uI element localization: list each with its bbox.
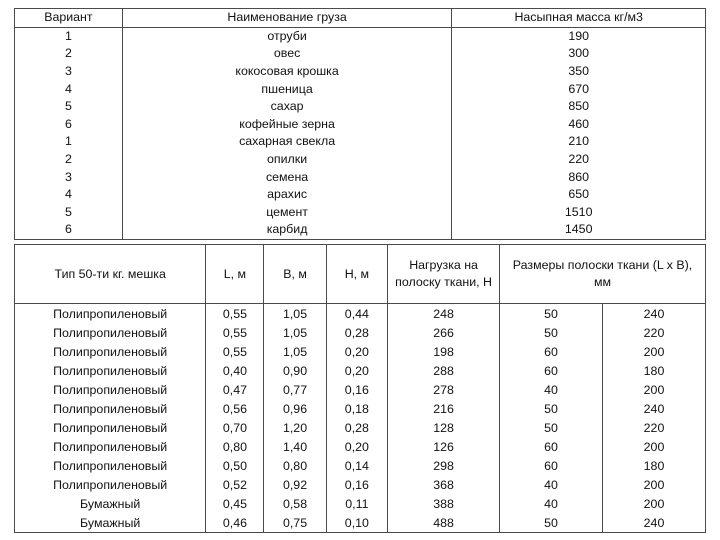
cargo-name-header: Наименование груза <box>122 9 452 28</box>
variant-cell: 1 <box>15 133 123 151</box>
bag-l-cell: 0,50 <box>206 456 264 475</box>
bulk-density-cell: 210 <box>452 133 706 151</box>
bag-row <box>15 494 706 513</box>
strip-load-cell: 278 <box>388 380 500 399</box>
variant-cell: 4 <box>15 186 123 204</box>
bag-type-cell: Полипропиленовый <box>15 456 206 475</box>
cargo-name-cell: сахарная свекла <box>122 133 452 151</box>
strip-load-cell: 288 <box>388 361 500 380</box>
bag-h-cell: 0,28 <box>326 418 387 437</box>
cargo-name-cell: сахар <box>122 98 452 116</box>
bulk-density-cell: 1510 <box>452 204 706 222</box>
bag-l-cell: 0,47 <box>206 380 264 399</box>
bag-type-cell: Бумажный <box>15 494 206 513</box>
bag-l-cell: 0,40 <box>206 361 264 380</box>
cargo-name-cell: овес <box>122 45 452 63</box>
bag-b-cell: 1,05 <box>264 323 326 342</box>
bag-l-cell: 0,52 <box>206 475 264 494</box>
strip-width-cell: 180 <box>603 361 706 380</box>
bag-row <box>15 361 706 380</box>
strip-width-cell: 200 <box>603 342 706 361</box>
cargo-density-table <box>14 8 706 240</box>
bulk-density-cell: 860 <box>452 168 706 186</box>
bag-b-cell: 0,92 <box>264 475 326 494</box>
bag-l-cell: 0,55 <box>206 323 264 342</box>
cargo-name-cell: карбид <box>122 221 452 239</box>
bulk-density-header: Насыпная масса кг/м3 <box>452 9 706 28</box>
strip-length-cell: 40 <box>500 380 603 399</box>
bag-b-cell: 1,20 <box>264 418 326 437</box>
strip-width-cell: 180 <box>603 456 706 475</box>
bag-type-cell: Полипропиленовый <box>15 418 206 437</box>
strip-length-cell: 40 <box>500 494 603 513</box>
cargo-header-row <box>15 9 706 28</box>
bag-b-cell: 1,05 <box>264 304 326 324</box>
cargo-row <box>15 80 706 98</box>
bag-b-cell: 0,75 <box>264 513 326 533</box>
bag-row <box>15 475 706 494</box>
strip-length-cell: 60 <box>500 437 603 456</box>
bag-row <box>15 380 706 399</box>
variant-cell: 1 <box>15 27 123 45</box>
cargo-row <box>15 168 706 186</box>
strip-load-cell: 126 <box>388 437 500 456</box>
bulk-density-cell: 300 <box>452 45 706 63</box>
bag-type-cell: Полипропиленовый <box>15 475 206 494</box>
strip-length-cell: 60 <box>500 456 603 475</box>
bag-type-cell: Полипропиленовый <box>15 399 206 418</box>
strip-length-cell: 50 <box>500 418 603 437</box>
variant-cell: 5 <box>15 98 123 116</box>
bag-b-cell: 0,77 <box>264 380 326 399</box>
strip-width-cell: 220 <box>603 418 706 437</box>
strip-width-cell: 240 <box>603 304 706 324</box>
strip-length-cell: 60 <box>500 342 603 361</box>
cargo-name-cell: кокосовая крошка <box>122 63 452 81</box>
strip-load-cell: 368 <box>388 475 500 494</box>
bag-b-cell: 1,40 <box>264 437 326 456</box>
bag-row <box>15 342 706 361</box>
cargo-row <box>15 98 706 116</box>
strip-size-header: Размеры полоски ткани (L x B), мм <box>500 245 706 304</box>
bag-b-header: B, м <box>264 245 326 304</box>
bag-h-cell: 0,11 <box>326 494 387 513</box>
cargo-name-cell: опилки <box>122 151 452 169</box>
variant-cell: 6 <box>15 116 123 134</box>
bag-h-cell: 0,16 <box>326 475 387 494</box>
bag-h-cell: 0,10 <box>326 513 387 533</box>
bag-b-cell: 1,05 <box>264 342 326 361</box>
strip-length-cell: 40 <box>500 475 603 494</box>
strip-width-cell: 240 <box>603 513 706 533</box>
cargo-row <box>15 63 706 81</box>
bag-row <box>15 418 706 437</box>
bag-l-cell: 0,46 <box>206 513 264 533</box>
cargo-row <box>15 45 706 63</box>
bag-row <box>15 323 706 342</box>
cargo-row <box>15 116 706 134</box>
bag-h-cell: 0,28 <box>326 323 387 342</box>
bag-header-row <box>15 245 706 304</box>
strip-load-cell: 298 <box>388 456 500 475</box>
bag-l-cell: 0,55 <box>206 304 264 324</box>
bag-parameters-table <box>14 244 706 533</box>
bag-h-cell: 0,14 <box>326 456 387 475</box>
bag-type-cell: Бумажный <box>15 513 206 533</box>
strip-load-cell: 128 <box>388 418 500 437</box>
bag-h-cell: 0,18 <box>326 399 387 418</box>
bag-b-cell: 0,58 <box>264 494 326 513</box>
variant-cell: 4 <box>15 80 123 98</box>
bulk-density-cell: 190 <box>452 27 706 45</box>
bulk-density-cell: 350 <box>452 63 706 81</box>
cargo-name-cell: цемент <box>122 204 452 222</box>
bag-row <box>15 399 706 418</box>
strip-load-cell: 266 <box>388 323 500 342</box>
strip-width-cell: 220 <box>603 323 706 342</box>
strip-length-cell: 50 <box>500 399 603 418</box>
variant-cell: 3 <box>15 63 123 81</box>
bag-type-cell: Полипропиленовый <box>15 380 206 399</box>
bag-type-cell: Полипропиленовый <box>15 323 206 342</box>
variant-header: Вариант <box>15 9 123 28</box>
bag-type-cell: Полипропиленовый <box>15 437 206 456</box>
cargo-name-cell: семена <box>122 168 452 186</box>
bag-type-header: Тип 50-ти кг. мешка <box>15 245 206 304</box>
strip-length-cell: 50 <box>500 304 603 324</box>
cargo-name-cell: пшеница <box>122 80 452 98</box>
strip-load-header: Нагрузка на полоску ткани, Н <box>388 245 500 304</box>
strip-load-cell: 198 <box>388 342 500 361</box>
bag-h-cell: 0,20 <box>326 361 387 380</box>
bulk-density-cell: 650 <box>452 186 706 204</box>
bag-b-cell: 0,90 <box>264 361 326 380</box>
cargo-row <box>15 186 706 204</box>
bag-l-cell: 0,80 <box>206 437 264 456</box>
strip-width-cell: 200 <box>603 437 706 456</box>
cargo-row <box>15 27 706 45</box>
bag-l-cell: 0,70 <box>206 418 264 437</box>
bag-h-cell: 0,44 <box>326 304 387 324</box>
strip-length-cell: 50 <box>500 513 603 533</box>
variant-cell: 6 <box>15 221 123 239</box>
bag-b-cell: 0,80 <box>264 456 326 475</box>
bulk-density-cell: 670 <box>452 80 706 98</box>
strip-width-cell: 200 <box>603 380 706 399</box>
bag-type-cell: Полипропиленовый <box>15 304 206 324</box>
strip-length-cell: 50 <box>500 323 603 342</box>
cargo-name-cell: арахис <box>122 186 452 204</box>
bag-row <box>15 513 706 533</box>
bag-l-header: L, м <box>206 245 264 304</box>
variant-cell: 3 <box>15 168 123 186</box>
strip-load-cell: 388 <box>388 494 500 513</box>
bulk-density-cell: 850 <box>452 98 706 116</box>
bag-type-cell: Полипропиленовый <box>15 342 206 361</box>
bag-h-cell: 0,20 <box>326 437 387 456</box>
cargo-row <box>15 133 706 151</box>
bag-h-cell: 0,16 <box>326 380 387 399</box>
bulk-density-cell: 220 <box>452 151 706 169</box>
bag-row <box>15 304 706 324</box>
bag-b-cell: 0,96 <box>264 399 326 418</box>
strip-load-cell: 488 <box>388 513 500 533</box>
strip-length-cell: 60 <box>500 361 603 380</box>
strip-width-cell: 200 <box>603 494 706 513</box>
bag-l-cell: 0,45 <box>206 494 264 513</box>
cargo-row <box>15 204 706 222</box>
strip-width-cell: 200 <box>603 475 706 494</box>
cargo-name-cell: отруби <box>122 27 452 45</box>
bag-h-cell: 0,20 <box>326 342 387 361</box>
bag-row <box>15 437 706 456</box>
strip-load-cell: 216 <box>388 399 500 418</box>
bulk-density-cell: 460 <box>452 116 706 134</box>
variant-cell: 2 <box>15 151 123 169</box>
cargo-row <box>15 221 706 239</box>
variant-cell: 2 <box>15 45 123 63</box>
bag-row <box>15 456 706 475</box>
strip-load-cell: 248 <box>388 304 500 324</box>
bag-type-cell: Полипропиленовый <box>15 361 206 380</box>
variant-cell: 5 <box>15 204 123 222</box>
cargo-name-cell: кофейные зерна <box>122 116 452 134</box>
bag-l-cell: 0,55 <box>206 342 264 361</box>
bag-l-cell: 0,56 <box>206 399 264 418</box>
cargo-row <box>15 151 706 169</box>
bulk-density-cell: 1450 <box>452 221 706 239</box>
bag-h-header: H, м <box>326 245 387 304</box>
strip-width-cell: 240 <box>603 399 706 418</box>
